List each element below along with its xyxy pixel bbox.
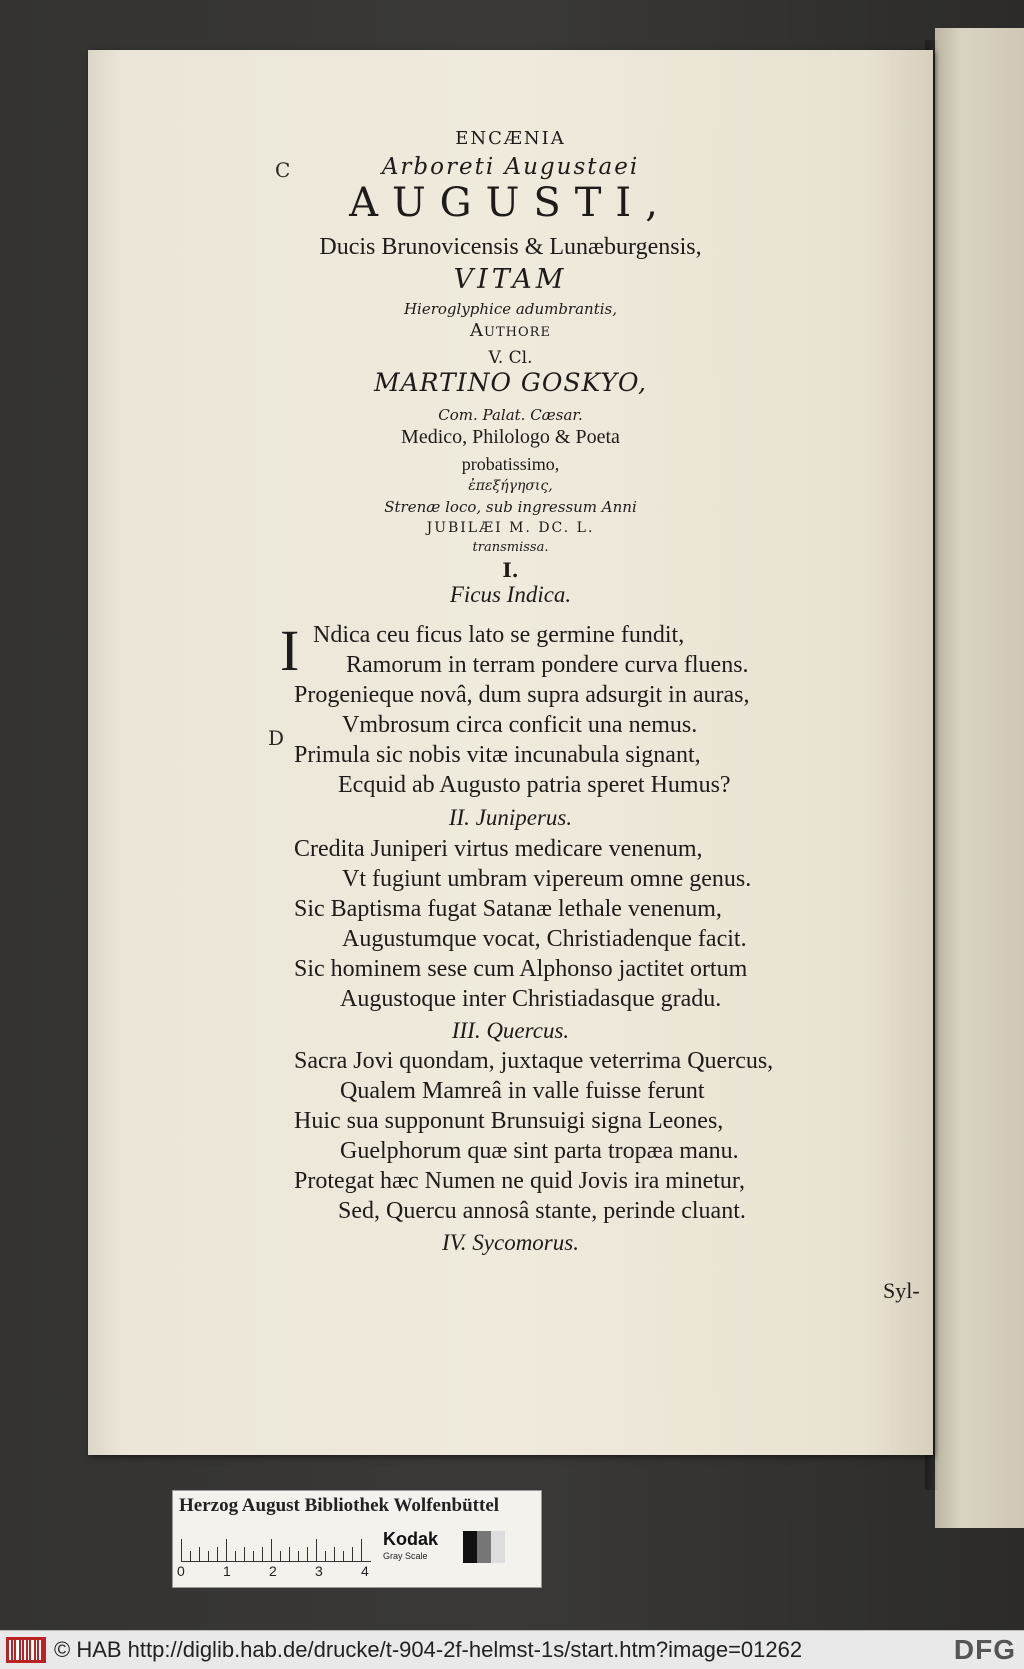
epexegesis: ἐπεξήγησις, <box>468 478 553 494</box>
footer-url[interactable]: © HAB http://diglib.hab.de/drucke/t-904-2f-helmst-1s/start.htm?image=01262 <box>54 1637 803 1662</box>
verse-line-8: Vt fugiunt umbram vipereum omne genus. <box>342 866 752 892</box>
verse-line-9: Sic Baptisma fugat Satanæ lethale venenum, <box>294 896 722 922</box>
color-calibration-label <box>172 1490 542 1588</box>
light-swatch <box>491 1531 505 1563</box>
jubilaei-line: JUBILÆI M. DC. L. <box>426 520 595 536</box>
ruler-number-3: 3 <box>315 1563 323 1579</box>
ruler-number-1: 1 <box>223 1563 231 1579</box>
kodak-logo: Kodak <box>383 1529 439 1549</box>
black-swatch <box>463 1531 477 1563</box>
verse-line-12: Augustoque inter Christiadasque gradu. <box>340 986 722 1012</box>
verse-line-10: Augustumque vocat, Christiadenque facit. <box>342 926 747 952</box>
strenae-line: Strenæ loco, sub ingressum Anni <box>384 498 637 516</box>
gray-scale-caption: Gray Scale <box>383 1551 428 1561</box>
section-title-quercus: III. Quercus. <box>451 1018 570 1043</box>
ruler-number-2: 2 <box>269 1563 277 1579</box>
catchword: Syl- <box>883 1278 920 1303</box>
verse-line-7: Credita Juniperi virtus medicare venenum, <box>294 836 703 862</box>
verse-line-17: Protegat hæc Numen ne quid Jovis ira minetur, <box>294 1168 745 1194</box>
book-page <box>88 50 933 1455</box>
ruler-number-0: 0 <box>177 1563 185 1579</box>
verse-line-6: Ecquid ab Augusto patria speret Humus? <box>338 772 731 798</box>
gray-swatch <box>477 1531 491 1563</box>
title-vcl: V. Cl. <box>488 348 533 368</box>
title-line-arboreti: Arboreti Augustaei <box>381 154 640 180</box>
heading: ENCÆNIA <box>455 128 566 149</box>
section-title-ficus: Ficus Indica. <box>449 582 572 607</box>
footer-bar <box>0 1630 1024 1669</box>
transmissa: transmissa. <box>472 540 549 555</box>
drop-cap: I <box>280 618 300 683</box>
barcode-icon <box>6 1637 46 1663</box>
verse-line-2: Ramorum in terram pondere curva fluens. <box>346 652 749 678</box>
verse-line-14: Qualem Mamreâ in valle fuisse ferunt <box>340 1078 705 1104</box>
verse-line-11: Sic hominem sese cum Alphonso jactitet ortum <box>294 956 748 982</box>
title-hieroglyphice: Hieroglyphice adumbrantis, <box>403 300 618 318</box>
verse-line-4: Vmbrosum circa conficit una nemus. <box>342 712 698 738</box>
section-title-juniperus: II. Juniperus. <box>448 805 573 830</box>
verse-line-5: Primula sic nobis vitæ incunabula signant, <box>294 742 701 768</box>
author-probatissimo: probatissimo, <box>461 454 560 474</box>
verse-line-13: Sacra Jovi quondam, juxtaque veterrima Quercus, <box>294 1048 774 1074</box>
verse-line-1: Ndica ceu ficus lato se germine fundit, <box>313 622 685 648</box>
section-numeral: I. <box>502 558 519 582</box>
title-ducis: Ducis Brunovicensis & Lunæburgensis, <box>319 234 702 260</box>
adjacent-page-edge <box>935 28 1024 1528</box>
measurement-ruler <box>181 1537 371 1562</box>
ruler-number-4: 4 <box>361 1563 369 1579</box>
verse-line-3: Progenieque novâ, dum supra adsurgit in auras, <box>294 682 750 708</box>
section-title-sycomorus: IV. Sycomorus. <box>442 1230 579 1255</box>
dfg-logo: DFG <box>953 1634 1016 1665</box>
author-title: Com. Palat. Cæsar. <box>438 406 583 424</box>
verse-line-16: Guelphorum quæ sint parta tropæa manu. <box>340 1138 739 1164</box>
title-authore: Authore <box>470 320 551 341</box>
margin-letter-d: D <box>268 726 285 750</box>
verse-line-15: Huic sua supponunt Brunsuigi signa Leones, <box>294 1108 724 1134</box>
title-augusti: AUGUSTI, <box>349 180 672 226</box>
author-name: MARTINO GOSKYO, <box>374 368 647 397</box>
margin-letter-c: C <box>275 158 291 182</box>
verse-line-18: Sed, Quercu annosâ stante, perinde cluant. <box>338 1198 746 1224</box>
title-vitam: VITAM <box>453 264 568 295</box>
library-name: Herzog August Bibliothek Wolfenbüttel <box>179 1495 500 1516</box>
author-profession: Medico, Philologo & Poeta <box>401 426 620 448</box>
